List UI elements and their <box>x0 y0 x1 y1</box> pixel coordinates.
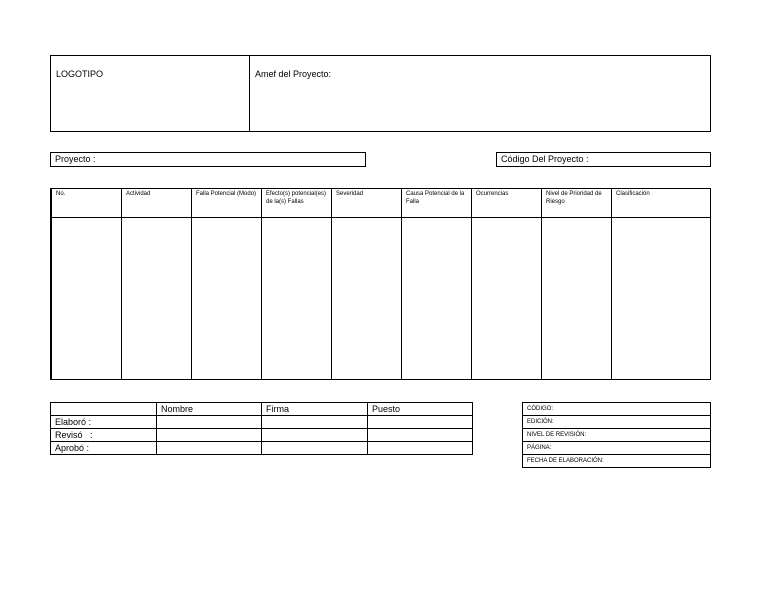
column-header: Nivel de Prioridad de Riesgo <box>546 191 602 205</box>
name-cell[interactable] <box>157 429 262 442</box>
position-cell[interactable] <box>368 442 473 455</box>
name-cell[interactable] <box>157 416 262 429</box>
column-header: Falla Potencial (Modo) <box>196 191 257 197</box>
amef-project-label: Amef del Proyecto: <box>255 69 332 79</box>
row-label: Elaboró : <box>51 416 157 429</box>
column-no <box>51 189 122 379</box>
logo-cell <box>51 56 250 131</box>
info-fecha-elaboracion: FECHA DE ELABORACIÓN: <box>523 455 711 468</box>
column-header: No. <box>56 191 66 197</box>
name-cell[interactable] <box>157 442 262 455</box>
column-header: Actividad <box>126 191 151 197</box>
table-row <box>51 429 473 442</box>
column-ocurrencias <box>471 189 542 379</box>
column-actividad <box>121 189 192 379</box>
table-row <box>523 403 711 416</box>
table-row <box>523 455 711 468</box>
column-header: Puesto <box>368 403 473 416</box>
column-header: Causa Potencial de la Falla <box>406 191 465 205</box>
column-header: Clasificación <box>616 191 650 197</box>
table-cell <box>51 403 157 416</box>
signature-cell[interactable] <box>262 416 368 429</box>
signature-cell[interactable] <box>262 442 368 455</box>
table-row <box>51 403 473 416</box>
column-efectos <box>261 189 332 379</box>
row-label: Aprobó : <box>51 442 157 455</box>
amef-table <box>50 188 711 380</box>
position-cell[interactable] <box>368 429 473 442</box>
row-label: Revisó : <box>51 429 157 442</box>
project-label: Proyecto : <box>55 154 96 164</box>
table-row <box>523 416 711 429</box>
header-box <box>50 55 711 132</box>
table-row <box>51 416 473 429</box>
column-causa <box>401 189 472 379</box>
project-code-field[interactable] <box>496 152 711 167</box>
logo-placeholder: LOGOTIPO <box>56 69 104 79</box>
column-nivel-prioridad <box>541 189 612 379</box>
document-info-table <box>522 402 711 468</box>
info-nivel-revision: NIVEL DE REVISIÓN: <box>523 429 711 442</box>
column-clasificacion <box>611 189 711 379</box>
table-row <box>523 442 711 455</box>
project-field[interactable] <box>50 152 366 167</box>
column-falla-potencial <box>191 189 262 379</box>
column-severidad <box>331 189 402 379</box>
info-pagina: PÁGINA: <box>523 442 711 455</box>
column-header: Ocurrencias <box>476 191 509 197</box>
position-cell[interactable] <box>368 416 473 429</box>
table-row <box>523 429 711 442</box>
column-header: Severidad <box>336 191 364 197</box>
column-header: Efecto(s) potencial(es) de la(s) Fallas <box>266 191 327 205</box>
signature-cell[interactable] <box>262 429 368 442</box>
table-row <box>51 442 473 455</box>
project-code-label: Código Del Proyecto : <box>501 154 589 164</box>
info-codigo: CÓDIGO: <box>523 403 711 416</box>
column-header: Nombre <box>157 403 262 416</box>
column-header: Firma <box>262 403 368 416</box>
info-edicion: EDICIÓN: <box>523 416 711 429</box>
signatures-table <box>50 402 473 455</box>
